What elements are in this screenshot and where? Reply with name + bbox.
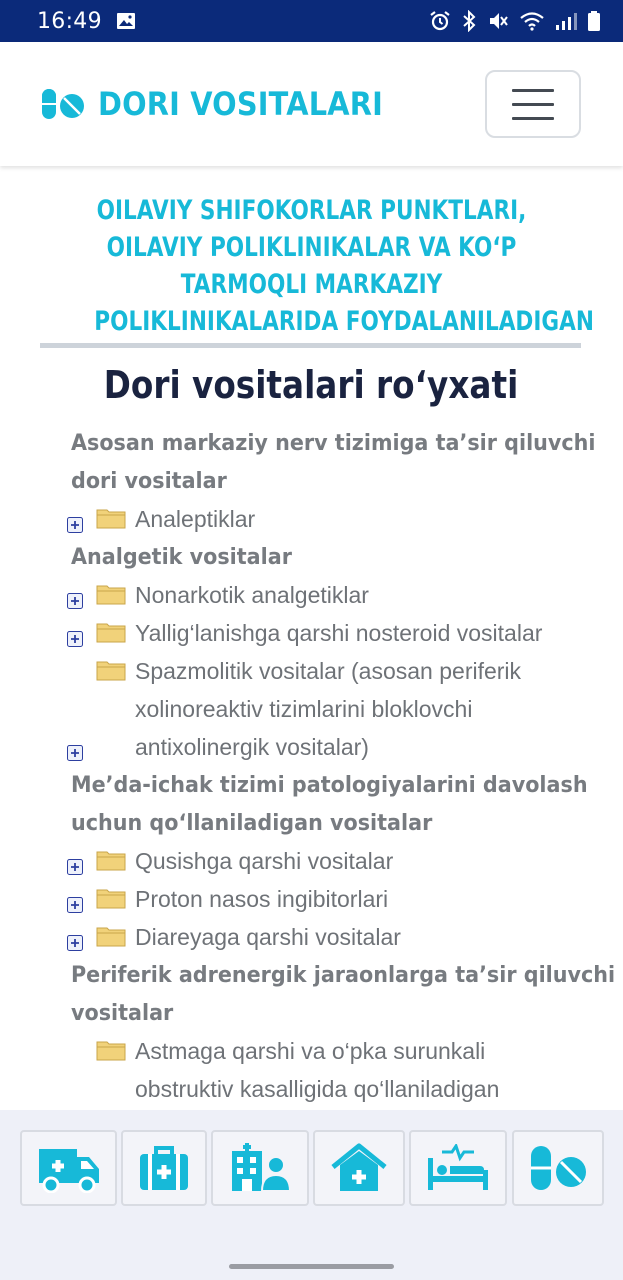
folder-icon — [96, 620, 126, 644]
status-time: 16:49 — [37, 8, 102, 34]
hospital-doctor-icon — [228, 1143, 292, 1193]
gesture-area — [0, 1256, 623, 1280]
tree-node-label: Astmaga qarshi va o‘pka surunkali — [135, 1038, 486, 1064]
tree-node-label: Spazmolitik vositalar (asosan periferik — [135, 658, 522, 684]
hamburger-icon-line — [512, 103, 554, 106]
folder-icon — [96, 506, 126, 530]
brand[interactable] — [40, 85, 415, 123]
subtitle-line: POLIKLINIKALARIDA FOYDALANILADIGAN — [94, 306, 594, 337]
expand-plus-icon[interactable] — [67, 935, 83, 951]
folder-icon — [96, 1038, 126, 1062]
tree-node-label: Analeptiklar — [135, 506, 256, 532]
subtitle-line: TARMOQLI MARKAZIY — [180, 269, 443, 300]
nav-ambulance-button[interactable] — [20, 1130, 117, 1206]
tree-node-label: Proton nasos ingibitorlari — [135, 886, 389, 912]
battery-icon — [587, 10, 601, 32]
nav-hospital-bed-button[interactable] — [409, 1130, 507, 1206]
nav-medicines-button[interactable] — [512, 1130, 604, 1206]
category-heading: Periferik adrenergik jaraonlarga ta’sir qiluvchi vositalar — [71, 962, 616, 1026]
nav-home-clinic-button[interactable] — [313, 1130, 405, 1206]
status-bar — [0, 0, 623, 42]
pills-icon — [527, 1144, 589, 1192]
tree-node[interactable] — [0, 1032, 623, 1108]
category-heading: Me’da-ichak tizimi patologiyalarini davolash uchun qo‘llaniladigan vositalar — [71, 772, 588, 836]
tree-node[interactable] — [0, 918, 623, 956]
expand-plus-icon[interactable] — [67, 859, 83, 875]
category-heading: Asosan markaziy nerv tizimiga ta’sir qiluvchi dori vositalar — [71, 430, 596, 494]
folder-icon — [96, 658, 126, 682]
category-heading: Analgetik vositalar — [71, 544, 292, 570]
expand-plus-icon[interactable] — [67, 631, 83, 647]
tree-node-label: obstruktiv kasalligida qo‘llaniladigan — [135, 1076, 500, 1102]
tree-node-label: xolinoreaktiv tizimlarini bloklovchi — [135, 696, 473, 722]
bluetooth-icon — [461, 10, 477, 32]
medicine-tree — [0, 424, 623, 1108]
wifi-icon — [519, 11, 545, 31]
tree-node-label: antixolinergik vositalar) — [135, 734, 369, 760]
tree-node-label: Qusishga qarshi vositalar — [135, 848, 394, 874]
mute-icon — [487, 10, 509, 32]
subtitle-line: OILAVIY POLIKLINIKALAR VA KO‘P — [106, 232, 517, 263]
home-clinic-icon — [330, 1143, 388, 1193]
folder-icon — [96, 582, 126, 606]
signal-icon — [555, 11, 577, 31]
subtitle-line: OILAVIY SHIFOKORLAR PUNKTLARI, — [96, 195, 527, 226]
tree-node-label: Yallig‘lanishga qarshi nosteroid vositalar — [135, 620, 543, 646]
tree-node[interactable] — [0, 576, 623, 614]
first-aid-kit-icon — [138, 1144, 190, 1192]
tree-node-label: Nonarkotik analgetiklar — [135, 582, 369, 608]
folder-icon — [96, 848, 126, 872]
menu-button[interactable] — [485, 70, 581, 138]
expand-plus-icon[interactable] — [67, 745, 83, 761]
nav-first-aid-button[interactable] — [121, 1130, 207, 1206]
ambulance-icon — [37, 1143, 101, 1193]
gallery-icon — [116, 12, 136, 30]
section-subtitle — [40, 192, 594, 340]
page-title: Dori vositalari ro‘yxati — [104, 363, 519, 407]
expand-plus-icon[interactable] — [67, 897, 83, 913]
tree-node[interactable] — [0, 500, 623, 538]
bottom-navigation — [0, 1110, 623, 1256]
pills-icon — [40, 87, 86, 121]
divider — [40, 343, 581, 348]
tree-node[interactable] — [0, 842, 623, 880]
nav-hospital-doctor-button[interactable] — [211, 1130, 309, 1206]
home-gesture-bar[interactable] — [229, 1264, 394, 1269]
tree-node[interactable] — [0, 614, 623, 652]
hamburger-icon-line — [512, 117, 554, 120]
tree-node[interactable] — [0, 880, 623, 918]
app-header — [0, 42, 623, 166]
alarm-icon — [429, 10, 451, 32]
hospital-bed-icon — [426, 1144, 490, 1192]
expand-plus-icon[interactable] — [67, 593, 83, 609]
folder-icon — [96, 924, 126, 948]
expand-plus-icon[interactable] — [67, 517, 83, 533]
folder-icon — [96, 886, 126, 910]
hamburger-icon-line — [512, 89, 554, 92]
app-title: DORI VOSITALARI — [98, 85, 383, 123]
tree-node[interactable] — [0, 652, 623, 766]
tree-node-label: Diareyaga qarshi vositalar — [135, 924, 401, 950]
